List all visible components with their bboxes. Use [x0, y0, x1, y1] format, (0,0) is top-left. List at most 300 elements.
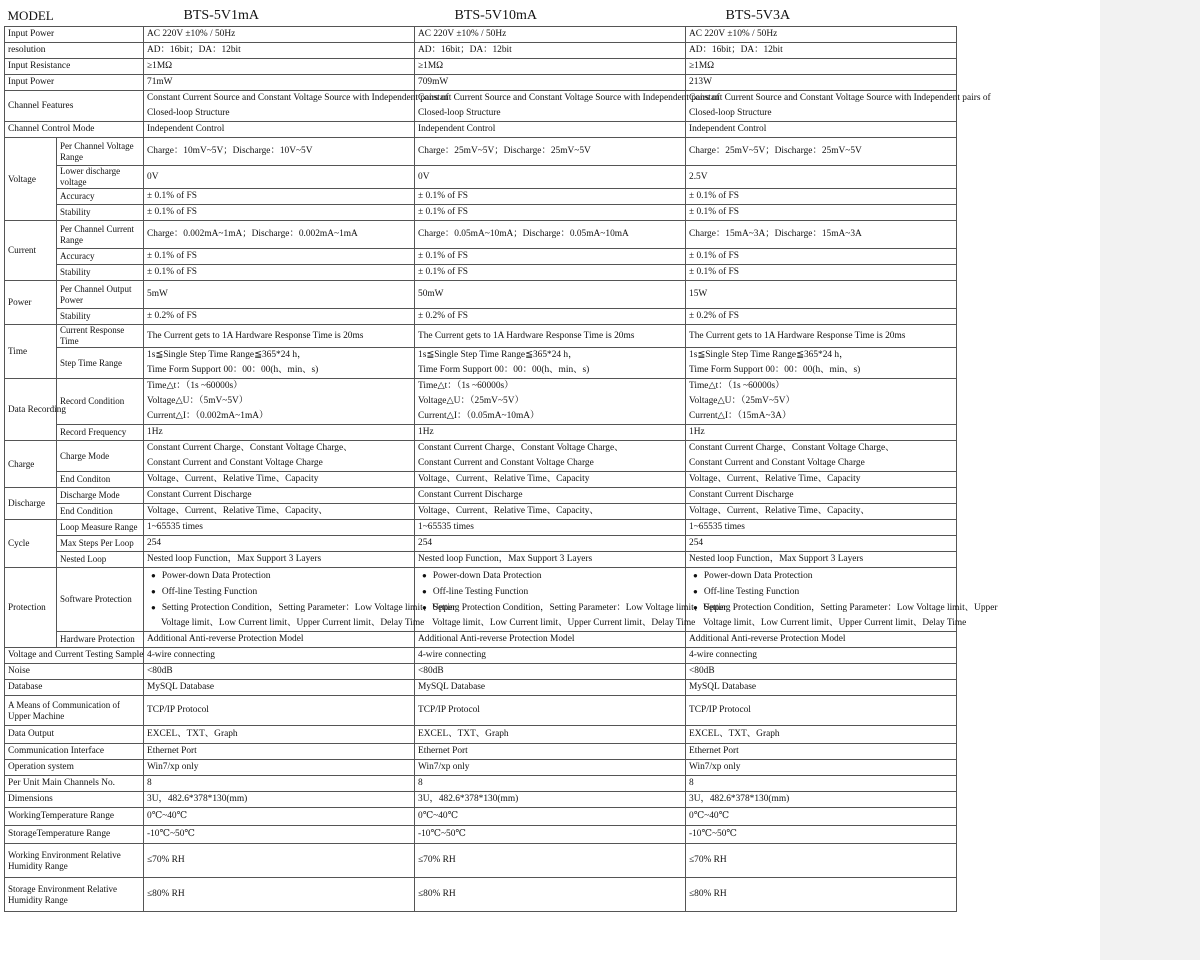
spec-value-line: 1Hz [147, 427, 163, 437]
spec-value [415, 568, 727, 632]
spec-value-line: Charge：25mV~5V；Discharge：25mV~5V [689, 146, 862, 156]
spec-value-line: ≤80% RH [689, 889, 727, 899]
spec-value-line: ± 0.1% of FS [689, 251, 739, 261]
spec-value-line: ± 0.2% of FS [418, 311, 468, 321]
sub-parameter-label: Hardware Protection [57, 632, 144, 648]
spec-value [415, 249, 686, 265]
spec-value-line: 8 [689, 778, 694, 788]
spec-row [5, 205, 957, 221]
spec-value [686, 726, 957, 744]
spec-value-line: ● Off-line Testing Function [147, 584, 411, 600]
parameter-label: Per Unit Main Channels No. [5, 776, 144, 792]
spec-value-line: 1~65535 times [689, 522, 745, 532]
spec-value-line: The Current gets to 1A Hardware Response Time is 20ms [418, 330, 635, 341]
spec-row [5, 221, 957, 249]
spec-value [415, 27, 686, 43]
spec-value-line: EXCEL、TXT、Graph [418, 729, 509, 739]
spec-value-line: ● Off-line Testing Function [418, 584, 682, 600]
spec-value-line: Closed-loop Structure [689, 108, 772, 118]
spec-value [415, 760, 686, 776]
spec-value [686, 425, 957, 441]
spec-value-line: ≤70% RH [418, 855, 456, 865]
spec-value [686, 696, 957, 726]
spec-value-line: Constant Current Source and Constant Voltage Source with Independent pairs of [689, 93, 991, 103]
spec-value-line: Voltage limit、Low Current limit、Upper Current limit、Delay Time [161, 618, 425, 628]
spec-value-line: Constant Current and Constant Voltage Charge [689, 458, 865, 468]
spec-value [144, 632, 415, 648]
category-label: Charge [5, 441, 57, 488]
spec-value [144, 309, 415, 325]
category-label: Time [5, 325, 57, 379]
parameter-label: Communication Interface [5, 744, 144, 760]
spec-value [415, 808, 686, 826]
sub-parameter-label: Max Steps Per Loop [57, 536, 144, 552]
spec-value-line: Voltage△U：（25mV~5V） [418, 396, 524, 406]
spec-value-line: AC 220V ±10% / 50Hz [418, 29, 507, 39]
spec-row [5, 792, 957, 808]
spec-row [5, 648, 957, 664]
spec-value [144, 696, 415, 726]
spec-row [5, 760, 957, 776]
spec-value [415, 425, 686, 441]
spec-value [415, 122, 686, 138]
spec-value [144, 348, 415, 379]
spec-value [686, 568, 998, 632]
spec-value [415, 520, 686, 536]
spec-value [686, 43, 957, 59]
parameter-label: A Means of Communication of Upper Machine [5, 696, 144, 726]
spec-value [144, 43, 415, 59]
spec-value [686, 472, 957, 488]
spec-row [5, 249, 957, 265]
spec-value [686, 75, 957, 91]
spec-value [415, 281, 686, 309]
parameter-label: Input Power [5, 75, 144, 91]
spec-value-line: MySQL Database [147, 682, 215, 692]
spec-row [5, 75, 957, 91]
spec-value-line: Independent Control [418, 124, 496, 134]
sub-parameter-label: Current Response Time [57, 325, 144, 348]
category-label: Current [5, 221, 57, 281]
spec-value [686, 504, 957, 520]
spec-value [144, 59, 415, 75]
spec-value [686, 27, 957, 43]
category-label: Protection [5, 568, 57, 648]
spec-value-line: 2.5V [689, 171, 708, 182]
spec-value-line: ≤80% RH [147, 889, 185, 899]
spec-value-line: ± 0.1% of FS [147, 207, 197, 217]
spec-value [415, 878, 686, 912]
spec-value-line: Voltage△U：（5mV~5V） [147, 396, 249, 406]
spec-value [415, 309, 686, 325]
spec-row [5, 536, 957, 552]
spec-row [5, 664, 957, 680]
spec-value-line: -10℃~50℃ [418, 829, 466, 839]
parameter-label: Input Power [5, 27, 144, 43]
spec-value [686, 441, 957, 472]
spec-value [415, 792, 686, 808]
spec-value-line: Time Form Support 00：00：00(h、min、s) [147, 365, 319, 375]
spec-row [5, 744, 957, 760]
spec-value-line: Ethernet Port [418, 746, 468, 756]
spec-value-line: 4-wire connecting [689, 650, 757, 660]
spec-value-line: 1~65535 times [418, 522, 474, 532]
spec-value-line: 5mW [147, 289, 168, 299]
spec-value-line: 254 [689, 538, 704, 548]
model-header-row [5, 6, 957, 27]
spec-row [5, 680, 957, 696]
spec-value [415, 189, 686, 205]
spec-value [415, 776, 686, 792]
spec-row [5, 632, 957, 648]
spec-value-line: The Current gets to 1A Hardware Response Time is 20ms [147, 330, 364, 341]
spec-value-line: AC 220V ±10% / 50Hz [689, 29, 778, 39]
spec-row [5, 27, 957, 43]
spec-value-line: ≤80% RH [418, 889, 456, 899]
spec-value-line: Constant Current Source and Constant Voltage Source with Independent pairs of [418, 93, 720, 103]
spec-value [144, 878, 415, 912]
spec-value [686, 348, 957, 379]
spec-value [144, 776, 415, 792]
spec-value [686, 664, 957, 680]
spec-value [415, 43, 686, 59]
spec-value [415, 504, 686, 520]
spec-value-line: Ethernet Port [689, 746, 739, 756]
spec-value-line: <80dB [689, 666, 715, 676]
spec-value [415, 552, 686, 568]
spec-row [5, 776, 957, 792]
spec-value [144, 75, 415, 91]
spec-value-line: AD：16bit；DA：12bit [147, 45, 241, 55]
spec-value [686, 826, 957, 844]
parameter-label: Noise [5, 664, 144, 680]
spec-value [415, 205, 686, 221]
spec-value-line: Ethernet Port [147, 746, 197, 756]
spec-value [686, 249, 957, 265]
spec-value-line: 8 [418, 778, 423, 788]
spec-value [144, 536, 415, 552]
category-label: Voltage [5, 138, 57, 221]
spec-value-line: 8 [147, 778, 152, 788]
spec-value-line: Current△I：（0.002mA~1mA） [147, 411, 269, 421]
spec-value [686, 488, 957, 504]
spec-value-line: ● Setting Protection Condition，Setting Parameter：Low Voltage limit、Upper [147, 600, 411, 616]
spec-value-line: 709mW [418, 77, 449, 87]
spec-value [686, 808, 957, 826]
spec-value-line: Constant Current Source and Constant Voltage Source with Independent pairs of [147, 93, 449, 103]
spec-row [5, 325, 957, 348]
spec-value-line: Nested loop Function，Max Support 3 Layers [147, 554, 322, 564]
spec-value [144, 726, 415, 744]
spec-row [5, 425, 957, 441]
spec-value [144, 166, 415, 189]
sub-parameter-label: Per Channel Voltage Range [57, 138, 144, 166]
spec-value [415, 221, 686, 249]
spec-value-line: ≤70% RH [147, 855, 185, 865]
spec-value [144, 138, 415, 166]
parameter-label: Channel Control Mode [5, 122, 144, 138]
spec-row [5, 488, 957, 504]
spec-value-line: 254 [147, 538, 162, 548]
spec-value-line: 3U，482.6*378*130(mm) [147, 794, 248, 804]
spec-value [144, 249, 415, 265]
spec-value [686, 91, 991, 122]
spec-value [144, 281, 415, 309]
spec-value-line: EXCEL、TXT、Graph [689, 729, 780, 739]
spec-value [144, 379, 415, 425]
spec-value [144, 325, 415, 348]
spec-value [415, 348, 686, 379]
spec-value-line: 213W [689, 77, 712, 87]
spec-value [415, 844, 686, 878]
spec-value-line: ● Power-down Data Protection [147, 568, 411, 584]
spec-value-line: ± 0.1% of FS [689, 207, 739, 217]
spec-value-line: ≥1MΩ [689, 61, 715, 71]
spec-value-line: Charge：0.002mA~1mA；Discharge：0.002mA~1mA [147, 229, 358, 239]
spec-value-line: 1s≦Single Step Time Range≦365*24 h， [689, 350, 849, 360]
spec-value-line: 1Hz [418, 427, 434, 437]
spec-value-line: Closed-loop Structure [147, 108, 230, 118]
category-label: Power [5, 281, 57, 325]
sub-parameter-label: Loop Measure Range [57, 520, 144, 536]
model-name: BTS-5V10mA [415, 6, 686, 27]
spec-value-line: Voltage、Current、Relative Time、Capacity [418, 474, 590, 484]
spec-value [415, 91, 720, 122]
spec-value [686, 325, 957, 348]
spec-value [415, 680, 686, 696]
spec-value [686, 189, 957, 205]
parameter-label: Storage Environment Relative Humidity Range [5, 878, 144, 912]
spec-value-line: ± 0.1% of FS [147, 267, 197, 277]
spec-value-line: Voltage△U：（25mV~5V） [689, 396, 795, 406]
spec-value [686, 536, 957, 552]
spec-value [144, 221, 415, 249]
spec-value [144, 760, 415, 776]
spec-value-line: 15W [689, 289, 708, 299]
spec-value-line: 0℃~40℃ [418, 811, 459, 821]
spec-value [686, 379, 957, 425]
spec-value [415, 441, 686, 472]
spec-value [144, 680, 415, 696]
spec-value-line: <80dB [418, 666, 444, 676]
spec-value [686, 878, 957, 912]
spec-value-line: Voltage limit、Low Current limit、Upper Current limit、Delay Time [703, 618, 967, 628]
spec-row [5, 379, 957, 425]
spec-row [5, 281, 957, 309]
sub-parameter-label: Software Protection [57, 568, 144, 632]
spec-value [144, 504, 415, 520]
spec-value-line: Additional Anti-reverse Protection Model [147, 634, 304, 644]
sub-parameter-label: Accuracy [57, 249, 144, 265]
spec-value-line: Win7/xp only [689, 762, 741, 772]
spec-value [144, 664, 415, 680]
spec-row [5, 520, 957, 536]
sub-parameter-label: Stability [57, 205, 144, 221]
spec-value-line: <80dB [147, 666, 173, 676]
spec-value [415, 379, 686, 425]
spec-row [5, 189, 957, 205]
spec-value [415, 744, 686, 760]
spec-value-line: 1Hz [689, 427, 705, 437]
spec-value [686, 205, 957, 221]
spec-value [686, 632, 957, 648]
spec-value-line: 1~65535 times [147, 522, 203, 532]
spec-value-line: TCP/IP Protocol [147, 705, 209, 715]
parameter-label: Database [5, 680, 144, 696]
category-label: Cycle [5, 520, 57, 568]
spec-value-line: Time△t：（1s ~60000s） [147, 381, 243, 391]
spec-value-line: ≥1MΩ [418, 61, 444, 71]
spec-row [5, 59, 957, 75]
spec-value-line: 1s≦Single Step Time Range≦365*24 h， [418, 350, 578, 360]
spec-value [144, 27, 415, 43]
spec-value [144, 744, 415, 760]
parameter-label: Data Output [5, 726, 144, 744]
spec-value-line: ● Setting Protection Condition，Setting Parameter：Low Voltage limit、Upper [689, 600, 953, 616]
spec-value-line: MySQL Database [418, 682, 486, 692]
sub-parameter-label: Stability [57, 309, 144, 325]
specification-table [4, 6, 998, 912]
spec-value-line: Independent Control [147, 124, 225, 134]
spec-value [144, 648, 415, 664]
spec-value-line: ± 0.1% of FS [147, 251, 197, 261]
sub-parameter-label: Lower discharge voltage [57, 166, 144, 189]
spec-value-line: TCP/IP Protocol [418, 705, 480, 715]
spec-value-line: 1s≦Single Step Time Range≦365*24 h， [147, 350, 307, 360]
spec-value-line: 0V [418, 171, 430, 182]
sub-parameter-label: Step Time Range [57, 348, 144, 379]
sub-parameter-label: Record Frequency [57, 425, 144, 441]
spec-value-line: ± 0.1% of FS [689, 267, 739, 277]
spec-value [415, 75, 686, 91]
spec-value [686, 792, 957, 808]
spec-value [144, 552, 415, 568]
spec-row [5, 348, 957, 379]
spec-row [5, 696, 957, 726]
spec-row [5, 826, 957, 844]
parameter-label: WorkingTemperature Range [5, 808, 144, 826]
spec-value-line: ● Power-down Data Protection [689, 568, 953, 584]
sub-parameter-label: End Conditon [57, 472, 144, 488]
spec-value [686, 265, 957, 281]
spec-value-line: EXCEL、TXT、Graph [147, 729, 238, 739]
spec-value-line: Current△I：（15mA~3A） [689, 411, 792, 421]
spec-value-line: Nested loop Function，Max Support 3 Layers [418, 554, 593, 564]
category-label: Data Recording [5, 379, 57, 441]
spec-row [5, 504, 957, 520]
spec-value-line: AC 220V ±10% / 50Hz [147, 29, 236, 39]
spec-value [144, 122, 415, 138]
spec-row [5, 726, 957, 744]
spec-value-line: ± 0.1% of FS [418, 191, 468, 201]
model-name: BTS-5V1mA [144, 6, 415, 27]
spec-value-line: 4-wire connecting [418, 650, 486, 660]
spec-value-line: ± 0.1% of FS [147, 191, 197, 201]
spec-value-line: Closed-loop Structure [418, 108, 501, 118]
spec-value-line: Constant Current and Constant Voltage Charge [147, 458, 323, 468]
spec-value [415, 726, 686, 744]
parameter-label: Channel Features [5, 91, 144, 122]
spec-value-line: ± 0.1% of FS [418, 251, 468, 261]
spec-value-line: Charge：15mA~3A；Discharge：15mA~3A [689, 229, 862, 239]
spec-value-line: Charge：25mV~5V；Discharge：25mV~5V [418, 146, 591, 156]
spec-value-line: Voltage、Current、Relative Time、Capacity、 [418, 506, 599, 516]
spec-value [686, 221, 957, 249]
spec-value-line: 0℃~40℃ [689, 811, 730, 821]
spec-value-line: -10℃~50℃ [147, 829, 195, 839]
spec-value-line: Voltage、Current、Relative Time、Capacity [147, 474, 319, 484]
spec-value-line: Constant Current Discharge [689, 490, 794, 500]
spec-value-line: Time△t：（1s ~60000s） [689, 381, 785, 391]
spec-value-line: ± 0.2% of FS [689, 311, 739, 321]
spec-value-line: AD：16bit；DA：12bit [418, 45, 512, 55]
spec-value-line: ● Off-line Testing Function [689, 584, 953, 600]
spec-value-line: 50mW [418, 289, 444, 299]
spec-value [144, 472, 415, 488]
sub-parameter-label: Charge Mode [57, 441, 144, 472]
spec-value-line: Voltage、Current、Relative Time、Capacity、 [147, 506, 328, 516]
spec-value [686, 776, 957, 792]
sub-parameter-label: Per Channel Current Range [57, 221, 144, 249]
sub-parameter-label: Discharge Mode [57, 488, 144, 504]
parameter-label: Operation system [5, 760, 144, 776]
page-margin [1100, 0, 1200, 960]
spec-value-line: Win7/xp only [147, 762, 199, 772]
parameter-label: Input Resistance [5, 59, 144, 75]
spec-row [5, 472, 957, 488]
spec-value [686, 744, 957, 760]
spec-row [5, 808, 957, 826]
spec-value [144, 425, 415, 441]
spec-value-line: ± 0.1% of FS [418, 267, 468, 277]
spec-value-line: ± 0.1% of FS [689, 191, 739, 201]
spec-value [144, 568, 456, 632]
spec-value-line: 0V [147, 171, 159, 182]
spec-value-line: Time Form Support 00：00：00(h、min、s) [418, 365, 590, 375]
sub-parameter-label: Nested Loop [57, 552, 144, 568]
spec-value-line: Constant Current Charge、Constant Voltage Charge、 [418, 443, 624, 453]
spec-value [144, 205, 415, 221]
spec-value [415, 472, 686, 488]
spec-value-line: 0℃~40℃ [147, 811, 188, 821]
spec-value [144, 189, 415, 205]
parameter-label: Dimensions [5, 792, 144, 808]
spec-value-line: Voltage limit、Low Current limit、Upper Current limit、Delay Time [432, 618, 696, 628]
spec-value [415, 59, 686, 75]
spec-value-line: MySQL Database [689, 682, 757, 692]
spec-value-line: Current△I：（0.05mA~10mA） [418, 411, 540, 421]
spec-value [415, 664, 686, 680]
sub-parameter-label: Stability [57, 265, 144, 281]
spec-value [415, 696, 686, 726]
spec-value [686, 122, 957, 138]
spec-value-line: Additional Anti-reverse Protection Model [689, 634, 846, 644]
spec-value [144, 488, 415, 504]
sub-parameter-label: Accuracy [57, 189, 144, 205]
spec-value [415, 265, 686, 281]
parameter-label: Voltage and Current Testing Sample [5, 648, 144, 664]
spec-value [686, 680, 957, 696]
parameter-label: resolution [5, 43, 144, 59]
spec-row [5, 552, 957, 568]
spec-value-line: ± 0.1% of FS [418, 207, 468, 217]
spec-value [686, 552, 957, 568]
spec-value-line: Independent Control [689, 124, 767, 134]
spec-row [5, 122, 957, 138]
spec-row [5, 265, 957, 281]
spec-value-line: AD：16bit；DA：12bit [689, 45, 783, 55]
spec-value [686, 520, 957, 536]
